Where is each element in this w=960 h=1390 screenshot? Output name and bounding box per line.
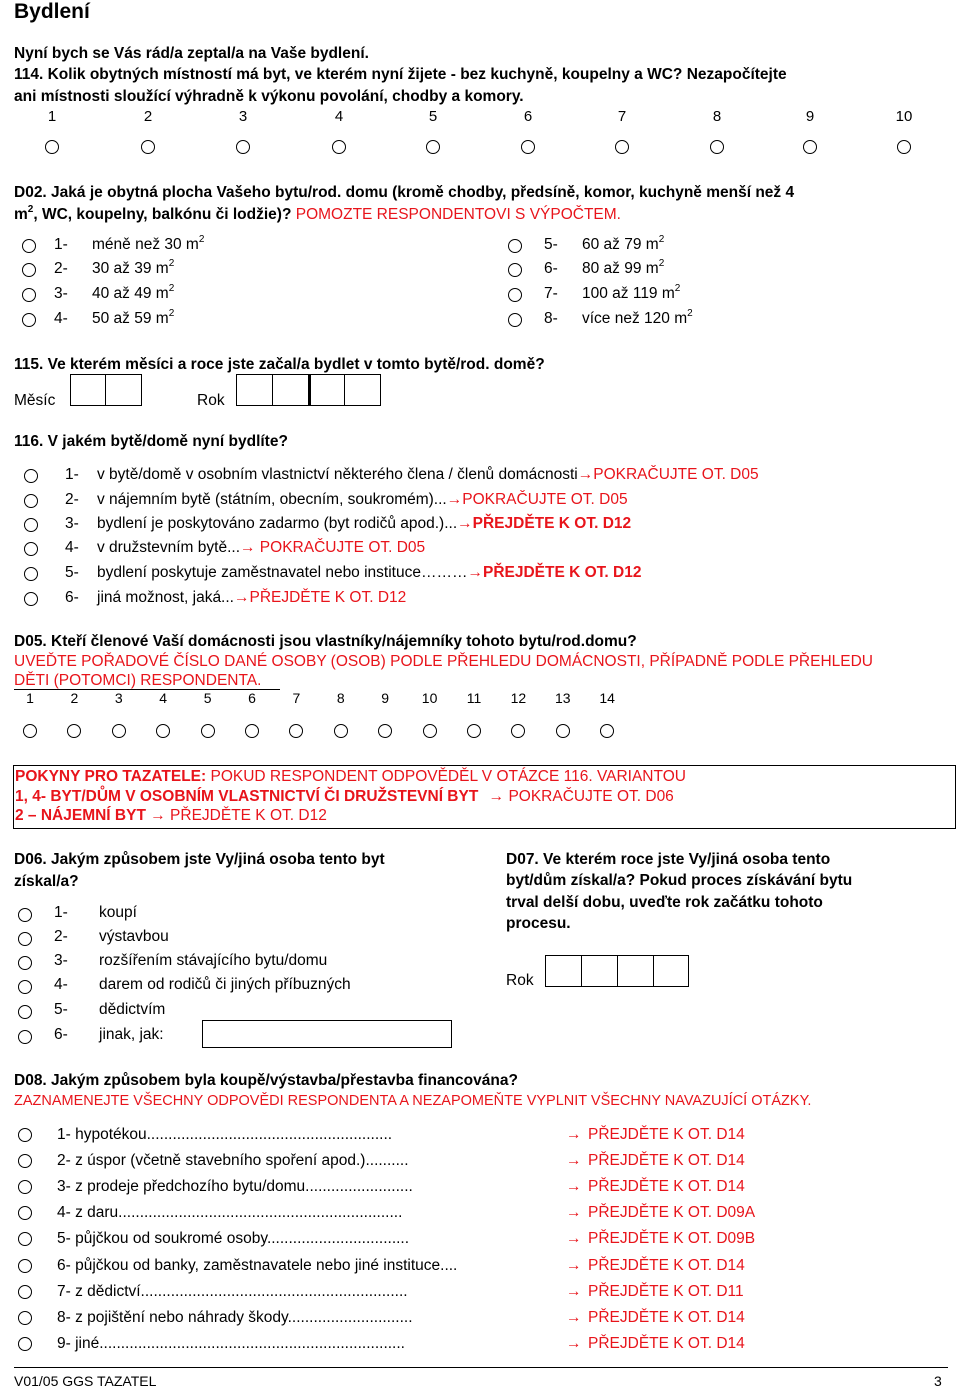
d08-option-text: 9- jiné....................................................................... <box>57 1334 405 1352</box>
q114-option-number: 4 <box>334 108 344 125</box>
notice-line2-bold: 1, 4- BYT/DŮM V OSOBNÍM VLASTNICTVÍ ČI DRUŽSTEVNÍ BYT <box>15 788 479 805</box>
d07-year-digit-2-box[interactable] <box>581 955 618 987</box>
d08-option-checkbox[interactable] <box>18 1311 32 1325</box>
d08-option-checkbox[interactable] <box>18 1154 32 1168</box>
d02-instruction: POMOZTE RESPONDENTOVI S VÝPOČTEM. <box>295 206 621 223</box>
q116-option-line <box>97 589 406 607</box>
d06-option-number: 4- <box>54 976 68 993</box>
d05-option-number: 6 <box>248 690 256 706</box>
q114-option-number: 6 <box>523 108 533 125</box>
d02-option-label <box>582 310 693 328</box>
d08-option-text: 8- z pojištění nebo náhrady škody............................. <box>57 1308 413 1326</box>
q116-option-line <box>97 539 425 557</box>
d08-option-jump: PŘEJDĚTE K OT. D14 <box>588 1178 745 1196</box>
d07-year-digit-1-box[interactable] <box>545 955 582 987</box>
d05-option-radio[interactable] <box>334 724 348 738</box>
d02-option-radio[interactable] <box>508 263 522 277</box>
q116-option-jump: POKRAČUJTE OT. D05 <box>462 491 628 508</box>
notice-label: POKYNY PRO TAZATELE: <box>15 768 207 785</box>
q116-option-jump: PŘEJDĚTE K OT. D12 <box>472 515 632 532</box>
d02-option-text: 60 až 79 m <box>582 236 659 253</box>
d02-option-sup: 2 <box>674 283 681 294</box>
q116-option-text: bydlení poskytuje zaměstnavatel nebo instituce……… <box>97 564 468 581</box>
d06-option-text: výstavbou <box>99 928 169 945</box>
d02-option-radio[interactable] <box>22 263 36 277</box>
d02-option-radio[interactable] <box>22 239 36 253</box>
d06-option-radio[interactable] <box>18 1005 32 1019</box>
q114-option-radio[interactable] <box>521 140 535 154</box>
intro-text: Nyní bych se Vás rád/a zeptal/a na Vaše bydlení. <box>14 45 369 62</box>
d05-option-radio[interactable] <box>156 724 170 738</box>
month-digit-1-box[interactable] <box>70 374 106 406</box>
q114-option-radio[interactable] <box>710 140 724 154</box>
q116-option-number: 3- <box>65 515 79 532</box>
d08-instruction: ZAZNAMENEJTE VŠECHNY ODPOVĚDI RESPONDENTA A NEZAPOMEŇTE VYPLNIT VŠECHNY NAVAZUJÍCÍ OTÁZKY. <box>14 1093 812 1109</box>
d05-option-number: 9 <box>381 690 390 706</box>
notice-line1 <box>15 768 686 786</box>
q116-option-number: 2- <box>65 491 79 508</box>
arrow-icon: → <box>566 1152 582 1170</box>
d02-option-text: 50 až 59 m <box>92 310 169 327</box>
d02-option-number: 6- <box>544 260 558 277</box>
d02-question-line1: D02. Jaká je obytná plocha Vašeho bytu/rod. domu (kromě chodby, předsíně, komor, kuchyně menší než 4 <box>14 184 795 201</box>
d08-option-text: 1- hypotékou......................................................... <box>57 1126 393 1143</box>
q116-option-radio[interactable] <box>24 494 38 508</box>
d08-option-text: 3- z prodeje předchozího bytu/domu......................... <box>57 1178 413 1196</box>
d08-option-text: 5- půjčkou od soukromé osoby................................. <box>57 1230 410 1248</box>
d08-option-checkbox[interactable] <box>18 1128 32 1142</box>
d06-option-number: 5- <box>54 1001 68 1018</box>
d06-option-text: dědictvím <box>99 1001 166 1018</box>
d05-option-number: 7 <box>292 690 301 706</box>
d08-option-jump: PŘEJDĚTE K OT. D14 <box>588 1308 745 1326</box>
d05-option-radio[interactable] <box>423 724 437 738</box>
d08-option-checkbox[interactable] <box>18 1180 32 1194</box>
d05-option-radio[interactable] <box>511 724 525 738</box>
q116-option-text: jiná možnost, jaká... <box>97 589 234 606</box>
d02-option-text: méně než 30 m <box>92 236 199 253</box>
d02-option-text: 100 až 119 m <box>582 285 675 302</box>
d05-option-number: 14 <box>599 690 615 706</box>
arrow-icon: → <box>566 1308 582 1326</box>
d07-question-line: procesu. <box>506 914 571 932</box>
d08-option-checkbox[interactable] <box>18 1206 32 1220</box>
d02-option-sup: 2 <box>168 258 175 269</box>
d08-option-jump: PŘEJDĚTE K OT. D14 <box>588 1152 745 1170</box>
d02-question-line2 <box>14 206 621 224</box>
arrow-icon: → <box>488 788 505 805</box>
d05-option-radio[interactable] <box>289 724 303 738</box>
page-title: Bydlení <box>14 0 90 23</box>
q116-option-number: 6- <box>65 589 79 606</box>
notice-text1: POKUD RESPONDENT ODPOVĚDĚL V OTÁZCE 116. VARIANTOU <box>206 768 686 785</box>
q116-option-line <box>97 564 641 582</box>
d05-option-number: 4 <box>159 690 168 706</box>
d06-option-number: 3- <box>54 952 68 969</box>
d02-option-label <box>582 285 680 303</box>
d02-option-label <box>92 285 174 303</box>
d06-option-radio[interactable] <box>18 1030 32 1044</box>
arrow-icon: → <box>566 1178 582 1196</box>
q114-question-line1: 114. Kolik obytných místností má byt, ve kterém nyní žijete - bez kuchyně, koupelny a WC? Nezapočítejte <box>14 66 787 83</box>
d05-instruction-line2: DĚTI (POTOMCI) RESPONDENTA. <box>14 672 262 689</box>
d02-option-number: 4- <box>54 310 68 327</box>
q116-option-radio[interactable] <box>24 567 38 581</box>
q114-option-radio[interactable] <box>141 140 155 154</box>
q114-option-number: 8 <box>712 108 722 125</box>
q114-option-number: 2 <box>143 108 153 125</box>
d02-line2-rest: , WC, koupelny, balkónu či lodžie)? <box>33 206 292 223</box>
d02-m: m <box>14 206 28 223</box>
year-digit-4-box[interactable] <box>344 374 381 406</box>
notice-line2 <box>15 788 674 806</box>
month-label: Měsíc <box>14 392 56 409</box>
arrow-icon: → <box>566 1230 582 1248</box>
d08-option-jump: PŘEJDĚTE K OT. D14 <box>588 1334 745 1352</box>
q116-option-number: 5- <box>65 564 79 581</box>
d02-option-sup: 2 <box>658 234 665 245</box>
d08-option-jump: PŘEJDĚTE K OT. D09B <box>588 1230 756 1248</box>
d05-option-radio[interactable] <box>67 724 81 738</box>
year-label: Rok <box>197 392 225 409</box>
d02-option-sup: 2 <box>658 258 665 269</box>
d08-option-text: 2- z úspor (včetně stavebního spoření apod.).......... <box>57 1152 409 1170</box>
year-digit-2-box[interactable] <box>272 374 309 406</box>
d06-option-number: 1- <box>54 904 68 921</box>
notice-line2-jump: POKRAČUJTE OT. D06 <box>508 788 674 805</box>
d02-option-label <box>92 260 174 278</box>
q116-option-line <box>97 466 759 484</box>
q116-option-jump: POKRAČUJTE OT. D05 <box>593 466 759 483</box>
footer-divider <box>14 1367 948 1368</box>
d02-option-label <box>92 236 204 254</box>
d08-option-jump: PŘEJDĚTE K OT. D14 <box>588 1126 745 1143</box>
d02-option-number: 5- <box>544 236 558 253</box>
arrow-icon: → <box>566 1334 582 1352</box>
q116-option-jump: POKRAČUJTE OT. D05 <box>255 539 426 556</box>
q114-option-number: 5 <box>428 108 438 125</box>
year-digit-3-box[interactable] <box>308 374 345 406</box>
q116-option-radio[interactable] <box>24 592 38 606</box>
d05-option-number: 2 <box>70 690 79 706</box>
d05-option-number: 11 <box>466 690 482 706</box>
arrow-icon: → <box>566 1282 582 1300</box>
q114-option-number: 7 <box>617 108 627 125</box>
arrow-icon: → <box>457 515 473 532</box>
d07-year-label: Rok <box>506 972 534 989</box>
q114-option-number: 3 <box>238 108 248 125</box>
arrow-icon: → <box>446 491 463 508</box>
q114-option-radio[interactable] <box>45 140 59 154</box>
arrow-icon: → <box>150 807 166 824</box>
d05-option-number: 13 <box>555 690 571 706</box>
q116-option-text: v nájemním bytě (státním, obecním, soukromém)... <box>97 491 447 508</box>
d05-option-radio[interactable] <box>245 724 259 738</box>
d02-option-sup: 2 <box>168 308 175 319</box>
d02-option-number: 3- <box>54 285 68 302</box>
d06-option-radio[interactable] <box>18 908 32 922</box>
d05-option-number: 5 <box>203 690 212 706</box>
d02-option-radio[interactable] <box>508 288 522 302</box>
q116-option-text: v bytě/domě v osobním vlastnictví některého člena / členů domácnosti <box>97 466 578 483</box>
d06-question-line2: získal/a? <box>14 873 79 890</box>
q116-option-number: 1- <box>65 466 79 483</box>
d05-option-number: 12 <box>510 690 527 706</box>
d02-option-text: 40 až 49 m <box>92 285 169 302</box>
d02-option-label <box>92 310 174 328</box>
d08-option-text: 7- z dědictví.............................................................. <box>57 1282 408 1300</box>
d06-option-text: rozšířením stávajícího bytu/domu <box>99 952 328 969</box>
notice-line3-bold: 2 – NÁJEMNÍ BYT <box>15 807 146 824</box>
q114-option-number: 1 <box>47 108 57 125</box>
q116-option-jump: PŘEJDĚTE K OT. D12 <box>482 564 642 581</box>
q116-option-radio[interactable] <box>24 469 38 483</box>
d02-option-text: 30 až 39 m <box>92 260 169 277</box>
arrow-icon: → <box>467 564 483 581</box>
d05-option-radio[interactable] <box>600 724 614 738</box>
q116-option-text: bydlení je poskytováno zadarmo (byt rodičů apod.)... <box>97 515 458 532</box>
d02-option-number: 1- <box>54 236 68 253</box>
d06-option-text: koupí <box>99 904 137 921</box>
d06-option-radio[interactable] <box>18 956 32 970</box>
d08-option-checkbox[interactable] <box>18 1259 32 1273</box>
footer-code: V01/05 GGS TAZATEL <box>14 1373 157 1389</box>
q114-option-radio[interactable] <box>897 140 911 154</box>
d08-option-jump: PŘEJDĚTE K OT. D09A <box>588 1204 756 1222</box>
d07-year-digit-3-box[interactable] <box>617 955 654 987</box>
d08-option-checkbox[interactable] <box>18 1337 32 1351</box>
d07-question-line: byt/dům získal/a? Pokud proces získávání bytu <box>506 872 853 890</box>
d07-question-line: D07. Ve kterém roce jste Vy/jiná osoba tento <box>506 851 831 868</box>
arrow-icon: → <box>566 1256 582 1274</box>
q116-option-jump: PŘEJDĚTE K OT. D12 <box>249 589 407 606</box>
d08-option-checkbox[interactable] <box>18 1232 32 1246</box>
d05-option-radio[interactable] <box>556 724 570 738</box>
d05-option-number: 1 <box>26 690 34 706</box>
d02-option-radio[interactable] <box>22 313 36 327</box>
q114-option-radio[interactable] <box>615 140 629 154</box>
d06-option-radio[interactable] <box>18 980 32 994</box>
d02-option-number: 7- <box>544 285 558 302</box>
q116-option-radio[interactable] <box>24 542 38 556</box>
d05-option-number: 3 <box>114 690 123 706</box>
q114-option-number: 9 <box>805 108 815 125</box>
d02-option-radio[interactable] <box>22 288 36 302</box>
d06-question-line1: D06. Jakým způsobem jste Vy/jiná osoba tento byt <box>14 851 385 868</box>
d02-sup: 2 <box>27 204 34 215</box>
d05-instruction-line1: UVEĎTE POŘADOVÉ ČÍSLO DANÉ OSOBY (OSOB) PODLE PŘEHLEDU DOMÁCNOSTI, PŘÍPADNĚ PODLE PŘEHLEDU <box>14 653 874 670</box>
d06-option-text: jinak, jak: <box>99 1026 164 1043</box>
d06-option-text: darem od rodičů či jiných příbuzných <box>99 976 351 993</box>
q116-option-text: v družstevním bytě... <box>97 539 240 556</box>
d05-option-number: 8 <box>336 690 345 706</box>
d02-option-label <box>582 260 664 278</box>
q115-question: 115. Ve kterém měsíci a roce jste začal/a bydlet v tomto bytě/rod. domě? <box>14 356 545 373</box>
q116-option-line <box>97 515 631 533</box>
d05-option-number: 10 <box>421 690 438 706</box>
notice-line3 <box>15 807 327 825</box>
d06-option-radio[interactable] <box>18 932 32 946</box>
d07-question-line: trval delší dobu, uveďte rok začátku tohoto <box>506 893 823 911</box>
d06-option-number: 2- <box>54 928 68 945</box>
arrow-icon: → <box>577 466 594 483</box>
d08-option-jump: PŘEJDĚTE K OT. D11 <box>588 1282 744 1300</box>
d06-option-number: 6- <box>54 1026 68 1043</box>
q116-option-number: 4- <box>65 539 79 556</box>
arrow-icon: → <box>233 589 250 606</box>
page-number: 3 <box>934 1373 942 1389</box>
q116-question: 116. V jakém bytě/domě nyní bydlíte? <box>14 433 288 450</box>
d02-option-label <box>582 236 664 254</box>
q116-option-line <box>97 491 628 509</box>
q114-option-number: 10 <box>895 108 913 125</box>
month-digit-2-box[interactable] <box>105 374 142 406</box>
year-digit-1-box[interactable] <box>236 374 273 406</box>
d05-option-radio[interactable] <box>112 724 126 738</box>
q114-option-radio[interactable] <box>426 140 440 154</box>
d02-option-radio[interactable] <box>508 239 522 253</box>
d02-option-sup: 2 <box>168 283 175 294</box>
arrow-icon: → <box>566 1204 582 1222</box>
d08-option-text: 4- z daru.................................................................. <box>57 1204 403 1222</box>
d08-question: D08. Jakým způsobem byla koupě/výstavba/přestavba financována? <box>14 1072 518 1089</box>
d08-option-checkbox[interactable] <box>18 1285 32 1299</box>
d02-option-text: více než 120 m <box>582 310 688 327</box>
d05-option-radio[interactable] <box>467 724 481 738</box>
d02-option-sup: 2 <box>687 308 693 319</box>
d08-option-text: 6- půjčkou od banky, zaměstnavatele nebo jiné instituce.... <box>57 1256 458 1274</box>
d08-option-jump: PŘEJDĚTE K OT. D14 <box>588 1256 745 1274</box>
d02-option-number: 2- <box>54 260 68 277</box>
q114-option-radio[interactable] <box>332 140 346 154</box>
arrow-icon: → <box>240 539 256 556</box>
d05-option-radio[interactable] <box>378 724 392 738</box>
q114-option-radio[interactable] <box>803 140 817 154</box>
d02-option-text: 80 až 99 m <box>582 260 659 277</box>
d02-option-number: 8- <box>544 310 558 327</box>
q114-question-line2: ani místnosti sloužící výhradně k výkonu povolání, chodby a komory. <box>14 88 524 105</box>
d06-other-text-box[interactable] <box>202 1020 452 1048</box>
d05-question: D05. Kteří členové Vaší domácnosti jsou vlastníky/nájemníky tohoto bytu/rod.domu? <box>14 633 637 650</box>
d02-option-radio[interactable] <box>508 313 522 327</box>
arrow-icon: → <box>566 1126 582 1143</box>
d02-option-sup: 2 <box>198 234 205 245</box>
q116-option-radio[interactable] <box>24 518 38 532</box>
d05-option-radio[interactable] <box>201 724 215 738</box>
notice-line3-jump: PŘEJDĚTE K OT. D12 <box>170 807 327 824</box>
d05-option-radio[interactable] <box>23 724 37 738</box>
q114-option-radio[interactable] <box>236 140 250 154</box>
d07-year-digit-4-box[interactable] <box>653 955 689 987</box>
